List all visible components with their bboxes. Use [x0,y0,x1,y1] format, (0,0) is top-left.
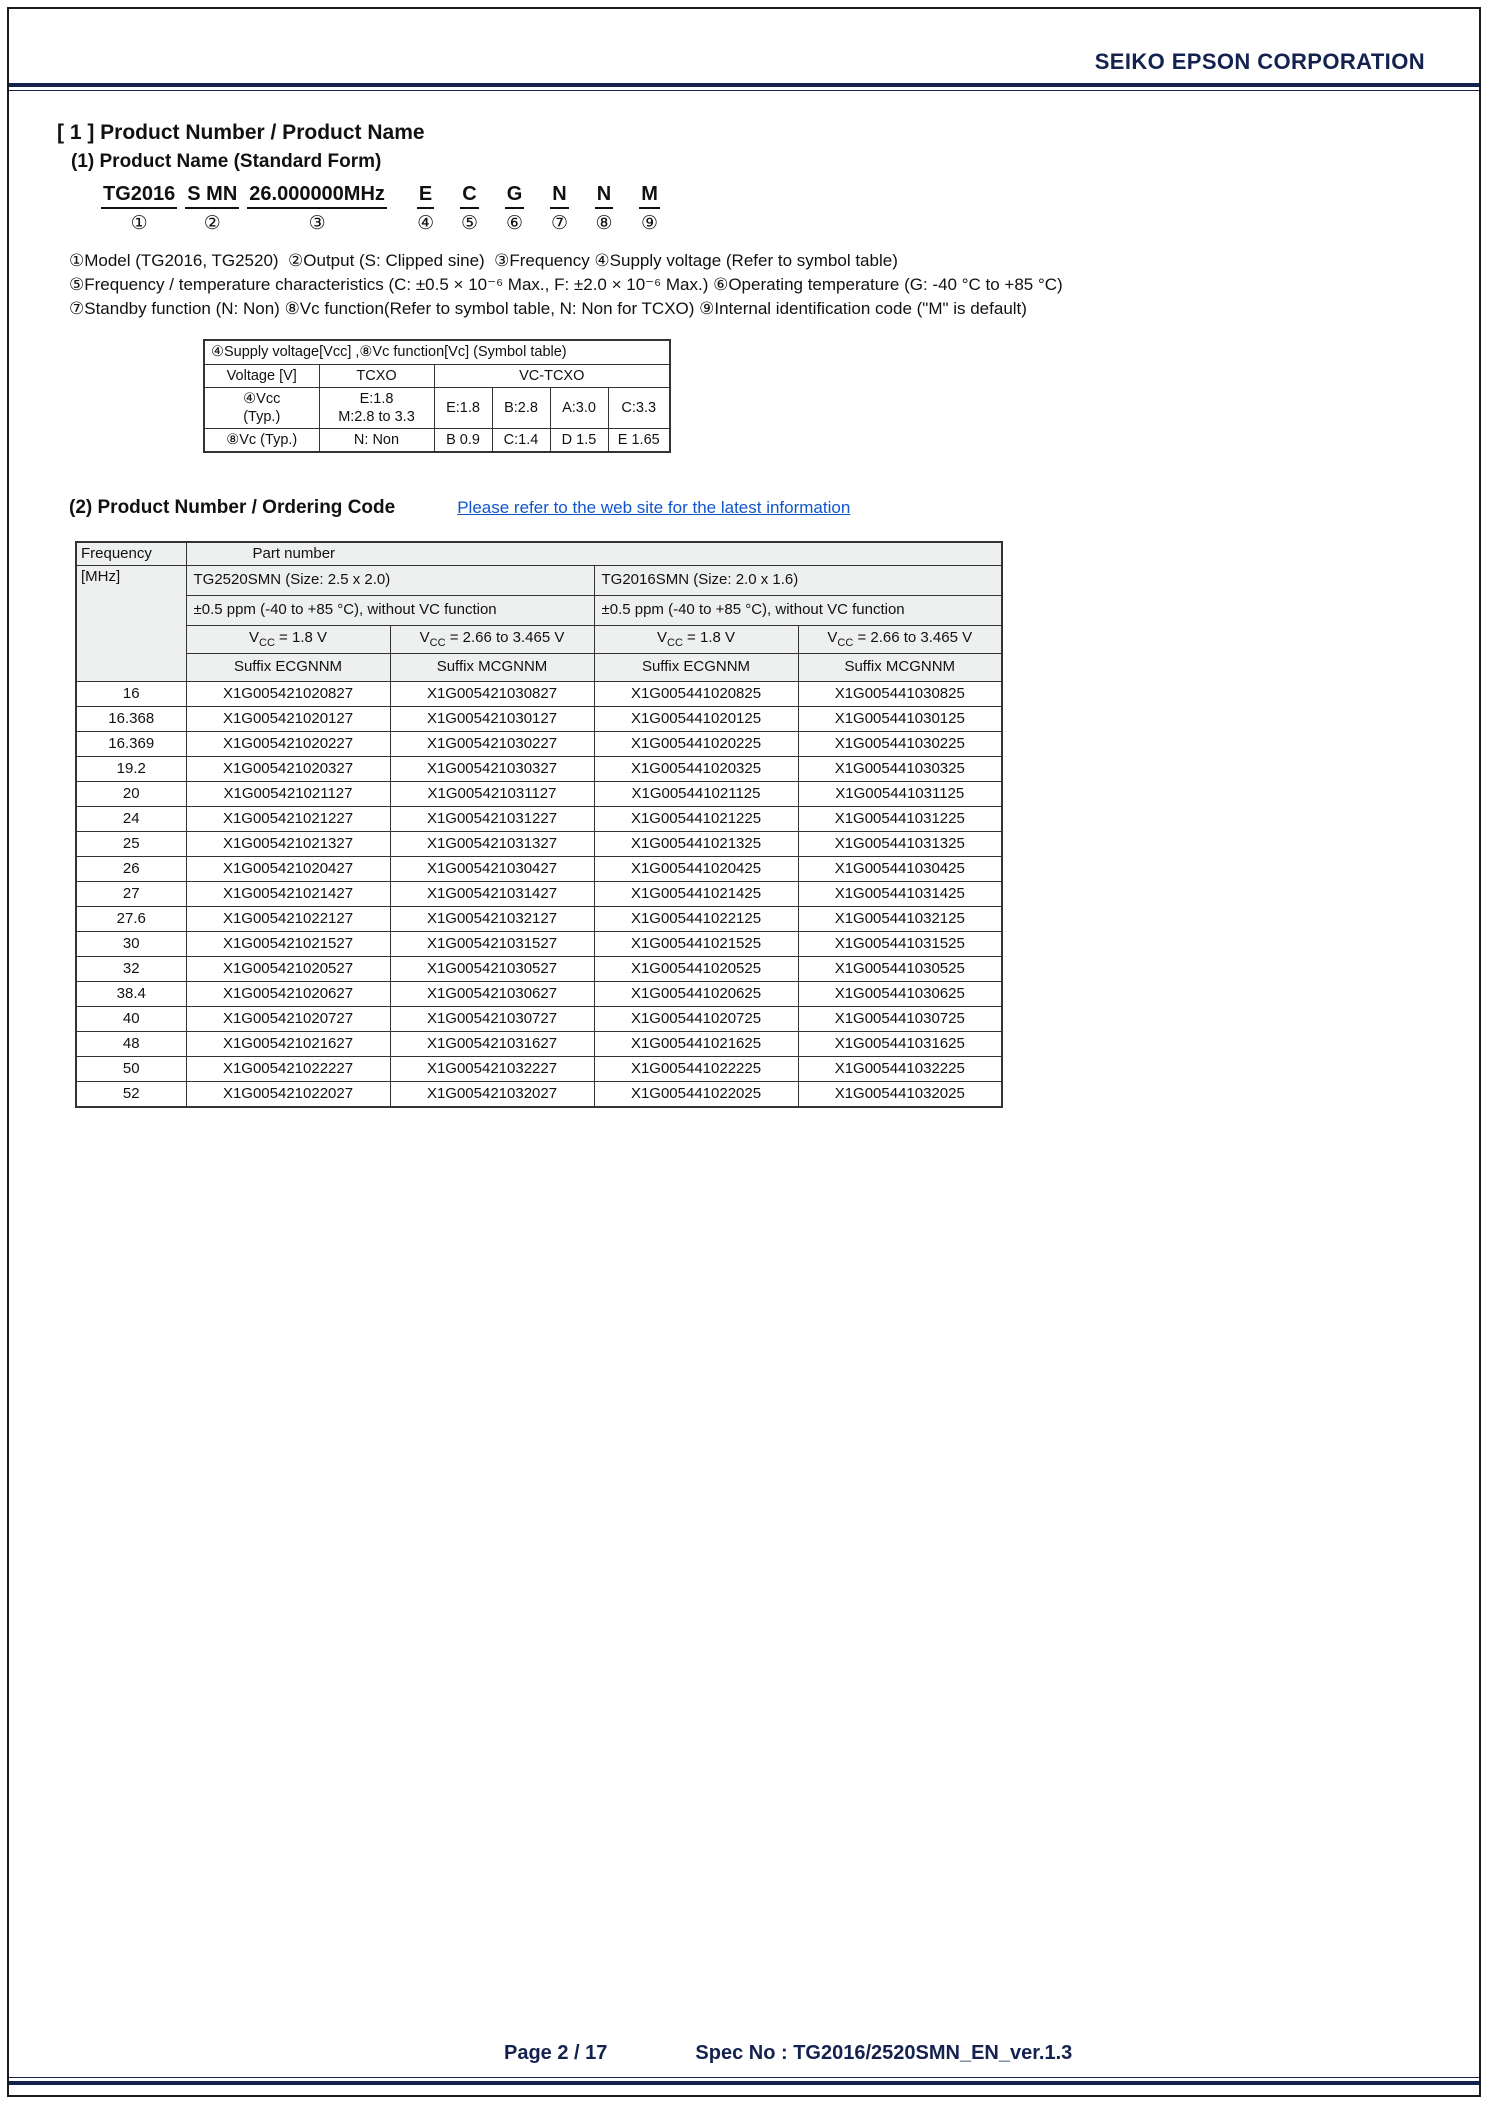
part-number-cell: X1G005441030725 [798,1006,1002,1031]
footer-rule [9,2077,1479,2085]
page-number: Page 2 / 17 [504,2042,608,2064]
vctcxo-col-header: VC-TCXO [434,364,670,387]
frequency-cell: 24 [76,806,186,831]
part-number-cell: X1G005441020225 [594,731,798,756]
table-row [76,956,1002,981]
part-number-cell: X1G005441030825 [798,681,1002,706]
vc-row [204,428,670,452]
part-number-cell: X1G005421030127 [390,706,594,731]
vcc-symbol: V [827,628,838,646]
product-token-text: G [505,183,525,209]
part-number-cell: X1G005421030427 [390,856,594,881]
frequency-cell: 27 [76,881,186,906]
product-token-number: ⑦ [550,213,569,234]
frequency-cell: 50 [76,1056,186,1081]
vcc-vctcxo-cell: B:2.8 [492,387,550,428]
product-token-text: E [417,183,434,209]
product-token-number: ② [203,213,221,234]
part-number-cell: X1G005441030525 [798,956,1002,981]
table-row [76,1081,1002,1107]
table-header-row-1 [76,542,1002,565]
vcc-row-label [204,387,319,428]
part-number-cell: X1G005441020725 [594,1006,798,1031]
part-number-cell: X1G005441030625 [798,981,1002,1006]
part-number-cell: X1G005421031427 [390,881,594,906]
table-row [76,831,1002,856]
suffix-header: Suffix ECGNNM [594,653,798,681]
product-token [595,183,613,235]
product-token [460,183,478,235]
vcc-header [390,625,594,653]
vcc-header [186,625,390,653]
product-token-number: ⑥ [505,213,524,234]
vcc-label-line2: (Typ.) [243,408,281,425]
product-token-text: C [460,183,478,209]
table-header-row-4 [76,625,1002,653]
code-legend-notes [69,249,1479,321]
table-header-row-2 [76,565,1002,595]
part-number-cell: X1G005441021325 [594,831,798,856]
part-number-cell: X1G005441031325 [798,831,1002,856]
part-number-cell: X1G005441031425 [798,881,1002,906]
table-row [76,706,1002,731]
symbol-table [203,339,671,453]
ordering-code-table-header [76,542,1002,681]
part-number-cell: X1G005421032027 [390,1081,594,1107]
frequency-cell: 26 [76,856,186,881]
part-number-cell: X1G005441022125 [594,906,798,931]
frequency-cell: 16.369 [76,731,186,756]
frequency-cell: 40 [76,1006,186,1031]
part-number-cell: X1G005421022227 [186,1056,390,1081]
part-number-cell: X1G005421021127 [186,781,390,806]
part-number-cell: X1G005441020325 [594,756,798,781]
part-number-cell: X1G005441020525 [594,956,798,981]
part-number-cell: X1G005421020727 [186,1006,390,1031]
table-row [76,756,1002,781]
page-content [9,91,1479,1108]
part-number-cell: X1G005421031627 [390,1031,594,1056]
part-number-cell: X1G005421030527 [390,956,594,981]
legend-note-line: ①Model (TG2016, TG2520) ②Output (S: Clipped sine) ③Frequency ④Supply voltage (Refer to symbol table) [69,251,898,270]
tcxo-col-header: TCXO [319,364,434,387]
vcc-tcxo-cell [319,387,434,428]
header-rule [9,83,1479,91]
part-number-cell: X1G005421022027 [186,1081,390,1107]
website-link[interactable]: Please refer to the web site for the latest information [457,498,851,517]
table-row [76,781,1002,806]
document-page [7,7,1481,2097]
part-number-cell: X1G005441031225 [798,806,1002,831]
tg2016-group-header: TG2016SMN (Size: 2.0 x 1.6) [594,565,1002,595]
page-footer [9,2042,1479,2065]
product-token-number: ③ [308,213,326,234]
part-number-cell: X1G005441031125 [798,781,1002,806]
table-row [76,806,1002,831]
vcc-value: = 2.66 to 3.465 V [445,628,565,646]
vc-tcxo-cell: N: Non [319,428,434,452]
product-token-text: N [595,183,613,209]
part-number-cell: X1G005441030425 [798,856,1002,881]
product-token [101,183,177,235]
table-row [76,1006,1002,1031]
product-token-text: M [639,183,660,209]
product-token [505,183,525,235]
part-number-cell: X1G005421031527 [390,931,594,956]
vcc-subscript: CC [259,636,275,649]
part-number-cell: X1G005421020127 [186,706,390,731]
part-number-cell: X1G005441032125 [798,906,1002,931]
part-number-cell: X1G005441031525 [798,931,1002,956]
part-number-cell: X1G005421032127 [390,906,594,931]
product-token-text: S MN [185,183,239,209]
part-number-cell: X1G005421020327 [186,756,390,781]
table-header-row-3 [76,595,1002,625]
part-number-cell: X1G005441030325 [798,756,1002,781]
part-number-cell: X1G005421020427 [186,856,390,881]
part-number-cell: X1G005441020825 [594,681,798,706]
part-number-cell: X1G005441032025 [798,1081,1002,1107]
vc-vctcxo-cell: E 1.65 [608,428,670,452]
footer-rule-thick [9,2081,1479,2085]
table-row [76,981,1002,1006]
legend-note-line: ⑤Frequency / temperature characteristics (C: ±0.5 × 10⁻⁶ Max., F: ±2.0 × 10⁻⁶ Max.) ⑥Operating temperature (G: -40 °C to +85 °C) [69,275,1063,295]
frequency-cell: 32 [76,956,186,981]
vcc-value: = 2.66 to 3.465 V [853,628,973,646]
table-row [76,856,1002,881]
product-token-number: ④ [417,213,435,234]
part-number-cell: X1G005421022127 [186,906,390,931]
product-token [247,183,387,235]
frequency-cell: 27.6 [76,906,186,931]
table-row [76,906,1002,931]
mhz-unit-header: [MHz] [76,565,186,681]
product-name-breakdown [101,183,1479,235]
product-token-number: ⑨ [641,213,659,234]
part-number-cell: X1G005421021327 [186,831,390,856]
vcc-subscript: CC [667,636,683,649]
section1-title: [ 1 ] Product Number / Product Name [57,121,425,144]
part-number-cell: X1G005441030125 [798,706,1002,731]
vc-row-label: ⑧Vc (Typ.) [204,428,319,452]
suffix-header: Suffix MCGNNM [390,653,594,681]
part-number-cell: X1G005441030225 [798,731,1002,756]
vcc-symbol: V [419,628,430,646]
frequency-cell: 25 [76,831,186,856]
part-number-cell: X1G005421020627 [186,981,390,1006]
section2-title: (2) Product Number / Ordering Code [69,497,396,518]
ordering-code-table [75,541,1003,1108]
company-logo-text: SEIKO EPSON CORPORATION [1094,49,1425,74]
legend-note-line: ⑦Standby function (N: Non) ⑧Vc function(Refer to symbol table, N: Non for TCXO) ⑨Internal identification code ("M" is default) [69,299,1027,319]
product-token [185,183,239,235]
product-token-number: ⑧ [595,213,613,234]
product-token [550,183,568,235]
suffix-header: Suffix MCGNNM [798,653,1002,681]
part-number-cell: X1G005421020827 [186,681,390,706]
part-number-cell: X1G005441021525 [594,931,798,956]
suffix-header: Suffix ECGNNM [186,653,390,681]
part-number-cell: X1G005441021625 [594,1031,798,1056]
vcc-header [798,625,1002,653]
frequency-cell: 20 [76,781,186,806]
vcc-header [594,625,798,653]
ordering-code-table-body [76,681,1002,1107]
frequency-cell: 16.368 [76,706,186,731]
tg2520-condition-header: ±0.5 ppm (-40 to +85 °C), without VC function [186,595,594,625]
part-number-cell: X1G005421030827 [390,681,594,706]
part-number-cell: X1G005421030727 [390,1006,594,1031]
symbol-table-title-row [204,340,670,364]
part-number-cell: X1G005421031227 [390,806,594,831]
vcc-symbol: V [248,628,259,646]
voltage-col-header: Voltage [V] [204,364,319,387]
spec-number: Spec No : TG2016/2520SMN_EN_ver.1.3 [695,2042,1073,2064]
vc-vctcxo-cell: D 1.5 [550,428,608,452]
section1-subtitle: (1) Product Name (Standard Form) [71,151,382,172]
part-number-cell: X1G005421020527 [186,956,390,981]
part-number-col-header: Part number [186,542,1002,565]
part-number-cell: X1G005441021225 [594,806,798,831]
frequency-cell: 30 [76,931,186,956]
table-row [76,1031,1002,1056]
table-row [76,931,1002,956]
symbol-table-title: ④Supply voltage[Vcc] ,⑧Vc function[Vc] (Symbol table) [204,340,670,364]
frequency-cell: 19.2 [76,756,186,781]
vcc-subscript: CC [837,636,854,649]
part-number-cell: X1G005441021125 [594,781,798,806]
vcc-vctcxo-cell: A:3.0 [550,387,608,428]
product-token [417,183,434,235]
part-number-cell: X1G005421021227 [186,806,390,831]
frequency-cell: 38.4 [76,981,186,1006]
part-number-cell: X1G005421030327 [390,756,594,781]
product-token-number: ① [130,213,148,234]
part-number-cell: X1G005441021425 [594,881,798,906]
vcc-symbol: V [656,628,667,646]
table-header-row-5 [76,653,1002,681]
vcc-tcxo-line2: M:2.8 to 3.3 [338,408,415,425]
frequency-cell: 16 [76,681,186,706]
part-number-cell: X1G005421031127 [390,781,594,806]
vcc-vctcxo-cell: C:3.3 [608,387,670,428]
part-number-cell: X1G005441022025 [594,1081,798,1107]
vc-vctcxo-cell: B 0.9 [434,428,492,452]
vcc-vctcxo-cell: E:1.8 [434,387,492,428]
vcc-value: = 1.8 V [274,628,328,646]
table-row [76,731,1002,756]
part-number-cell: X1G005441020625 [594,981,798,1006]
vcc-value: = 1.8 V [682,628,736,646]
symbol-table-header-row [204,364,670,387]
product-token-text: TG2016 [101,183,177,209]
tg2016-condition-header: ±0.5 ppm (-40 to +85 °C), without VC function [594,595,1002,625]
part-number-cell: X1G005421030227 [390,731,594,756]
product-token [639,183,660,235]
part-number-cell: X1G005441020425 [594,856,798,881]
table-row [76,681,1002,706]
product-token-text: 26.000000MHz [247,183,387,209]
part-number-cell: X1G005421030627 [390,981,594,1006]
vcc-row [204,387,670,428]
table-row [76,1056,1002,1081]
product-token-number: ⑤ [460,213,479,234]
part-number-cell: X1G005421021627 [186,1031,390,1056]
vcc-tcxo-line1: E:1.8 [359,390,394,407]
frequency-cell: 48 [76,1031,186,1056]
product-token-text: N [550,183,568,209]
part-number-cell: X1G005421020227 [186,731,390,756]
part-number-cell: X1G005441032225 [798,1056,1002,1081]
part-number-cell: X1G005421021427 [186,881,390,906]
part-number-cell: X1G005421032227 [390,1056,594,1081]
vc-vctcxo-cell: C:1.4 [492,428,550,452]
frequency-col-header: Frequency [76,542,186,565]
table-row [76,881,1002,906]
tg2520-group-header: TG2520SMN (Size: 2.5 x 2.0) [186,565,594,595]
vcc-subscript: CC [429,636,446,649]
part-number-cell: X1G005441020125 [594,706,798,731]
part-number-cell: X1G005421021527 [186,931,390,956]
section2-header-row [69,497,1479,519]
part-number-cell: X1G005441022225 [594,1056,798,1081]
vcc-label-line1: ④Vcc [243,390,281,407]
frequency-cell: 52 [76,1081,186,1107]
part-number-cell: X1G005421031327 [390,831,594,856]
part-number-cell: X1G005441031625 [798,1031,1002,1056]
